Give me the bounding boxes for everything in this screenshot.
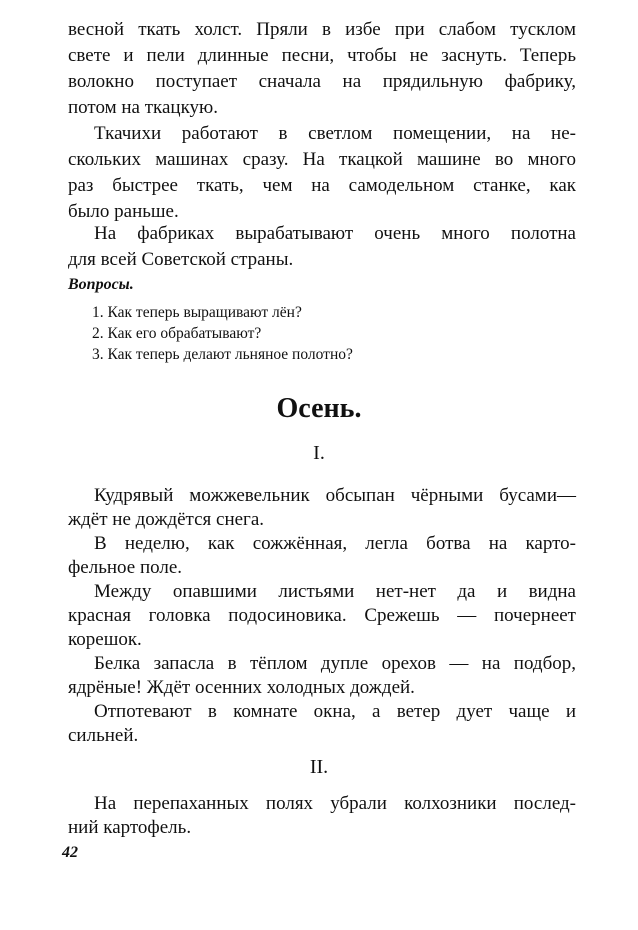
- text-line: ядрёные! Ждёт осенних холодных дождей.: [68, 677, 415, 698]
- text-line: было раньше.: [68, 201, 179, 222]
- text-line: На фабриках вырабатывают очень много полотна: [94, 223, 576, 244]
- text-line: Кудрявый можжевельник обсыпан чёрными бусами—: [94, 485, 576, 506]
- text-line: красная головка подосиновика. Срежешь — почернеет: [68, 605, 576, 626]
- story-title: Осень.: [276, 393, 362, 424]
- text-line: Ткачихи работают в светлом помещении, на не-: [94, 123, 576, 144]
- text-line: В неделю, как сожжённая, легла ботва на карто-: [94, 533, 576, 554]
- text-line: Отпотевают в комнате окна, а ветер дует чаще и: [94, 701, 576, 722]
- text-line: ний картофель.: [68, 817, 192, 838]
- question-item: 3. Как теперь делают льняное полотно?: [92, 346, 353, 363]
- text-line: корешок.: [68, 629, 142, 650]
- text-line: На перепаханных полях убрали колхозники послед-: [94, 793, 576, 814]
- text-line: для всей Советской страны.: [68, 249, 294, 270]
- question-item: 2. Как его обрабатывают?: [92, 325, 262, 342]
- text-line: потом на ткацкую.: [68, 97, 218, 118]
- text-line: ждёт не дождётся снега.: [68, 509, 265, 530]
- text-line: раз быстрее ткать, чем на самодельном станке, как: [68, 175, 576, 196]
- text-line: волокно поступает сначала на прядильную фабрику,: [68, 71, 576, 92]
- section-numeral: I.: [313, 442, 325, 464]
- text-line: фельное поле.: [68, 557, 183, 578]
- section-numeral: II.: [309, 756, 329, 778]
- text-line: скольких машинах сразу. На ткацкой машине во много: [68, 149, 576, 170]
- text-line: свете и пели длинные песни, чтобы не заснуть. Теперь: [68, 45, 576, 66]
- text-line: Белка запасла в тёплом дупле орехов — на подбор,: [94, 653, 576, 674]
- page-number: 42: [62, 844, 78, 861]
- text-line: сильней.: [68, 725, 139, 746]
- question-item: 1. Как теперь выращивают лён?: [92, 304, 302, 321]
- questions-heading: Вопросы.: [68, 276, 134, 293]
- text-line: Между опавшими листьями нет-нет да и видна: [94, 581, 576, 602]
- text-line: весной ткать холст. Пряли в избе при слабом тусклом: [68, 19, 576, 40]
